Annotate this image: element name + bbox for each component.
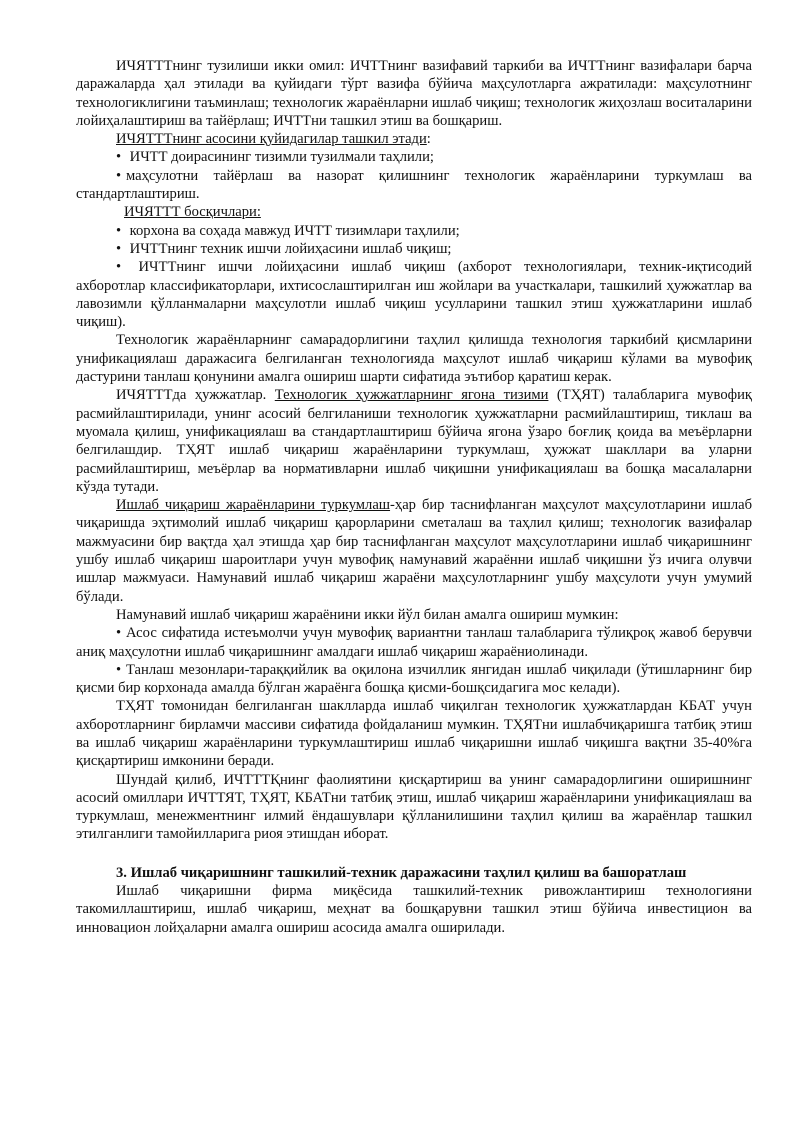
documents-body: (ТҲЯТ) талабларига мувофиқ расмийлаштирилади, унинг асосий белгиланиши технологик ҳужжатларни расмийлаштириш, тиклаш ва муомала қилиш, унификациялаш ва стандартлаштириш бўйича ягона ўзаро боғлиқ қоида ва меъёрларни белгилашдир. ТҲЯТ ишлаб чиқариш жараёнларини туркумлаш, ҳужжат шакллари ва уларни расмийлаштириш, меъёрлар ва нормативларни ишлаб чиқишни унификациялаш ва бошқа масалаларни кўзда тутади. <box>76 387 752 495</box>
paragraph-forms: ТҲЯТ томонидан белгиланган шаклларда ишлаб чиқилган технологик ҳужжатлардан КБАТ учун ахборотларнинг бирламчи массиви сифатида фойдаланиш мумкин. ТҲЯТни ишлабчиқаришга татбиқ этиш ва ишлаб чиқариш жараёнларини туркумлаштириш ишлаб чиқаришни ишлаб чиқишга вақтни 35-40%га қисқартириш имконини беради. <box>76 698 752 770</box>
list-item-text: маҳсулотни тайёрлаш ва назорат қилишнинг технологик жараёнларини туркумлаш ва стандартлаштириш. <box>76 167 752 203</box>
paragraph-documents <box>76 386 752 496</box>
list-item <box>76 222 752 240</box>
list-item <box>76 148 752 166</box>
paragraph-structure: ИЧЯТТТнинг тузилиши икки омил: ИЧТТнинг вазифавий таркиби ва ИЧТТнинг вазифалари барча даражаларда ҳал этилади ва қуйидаги тўрт вазифа бўйича маҳсулотларга ажратилади: маҳсулотнинг технологиклигини таъминлаш; технологик жараёнларни ишлаб чиқиш; технологик жиҳозлаш воситаларини лойиҳалаштириш ва тайёрлаш; ИЧТТни ташкил этиш ва бошқариш. <box>76 58 752 129</box>
list-item <box>76 258 752 331</box>
basis-colon: : <box>426 131 431 148</box>
paragraph-two-ways: Намунавий ишлаб чиқариш жараёнини икки йўл билан амалга ошириш мумкин: <box>116 606 619 623</box>
bullet-icon: • <box>116 222 122 239</box>
paragraph-efficiency: Технологик жараёнларнинг самарадорлигини таҳлил қилишда технология таркибий қисмларини унификациялаш даражасига белгиланган технологияда маҳсулот ишлаб чиқариш кўлами ва мувофиқ дастурини танлаш қонунини амалга ошириш шарти сифатида эътибор қаратиш керак. <box>76 332 752 386</box>
section-heading: 3. Ишлаб чиқаришнинг ташкилий-техник даражасини таҳлил қилиш ва башоратлаш <box>116 864 687 881</box>
list-item <box>76 240 752 258</box>
underlined-typification: Ишлаб чиқариш жараёнларини туркумлаш <box>116 497 391 514</box>
list-item <box>76 661 752 698</box>
bullet-icon: • <box>116 240 122 257</box>
bullet-icon: • <box>116 661 122 678</box>
paragraph-basis-intro <box>76 130 752 148</box>
bullet-icon: • <box>116 259 122 276</box>
list-item-text: ИЧТТнинг ишчи лойиҳасини ишлаб чиқиш (ахборот технологиялари, техник-иқтисодий ахборотлар классификаторлари, ихтисослаштирилган иш жойлари ва участкалари, ташкилий ҳужжатлар ва лавозимли қўлланмаларни маҳсулотли ишлаб чиқиш усулларини ташкил этиш ҳужжатларини ишлаб чиқиш). <box>76 259 752 331</box>
paragraph-typification <box>76 496 752 606</box>
bullet-icon: • <box>116 167 122 184</box>
list-item-text: ИЧТТнинг техник ишчи лойиҳасини ишлаб чиқиш; <box>129 240 452 257</box>
list-item-text: корхона ва соҳада мавжуд ИЧТТ тизимлари таҳлили; <box>129 222 460 239</box>
paragraph-conclusion: Шундай қилиб, ИЧТТТҚнинг фаолиятини қисқартириш ва унинг самарадорлигини оширишнинг асосий омиллари ИЧТТЯТ, ТҲЯТ, КБАТни татбиқ этиш, ишлаб чиқариш жараёнларини унификациялаш ва туркумлаш, менежментнинг илмий ёндашувлари қўлланилишини таҳлил қилиш ва жараёнлар ташкил этилганлиги тамойилларига риоя этишдан иборат. <box>76 771 752 843</box>
underlined-basis-phrase: ИЧЯТТТнинг асосини қуйидагилар ташкил этади <box>116 131 427 148</box>
list-item-text: Асос сифатида истеъмолчи учун мувофиқ вариантни танлаш талабларига тўлиқроқ жавоб берувчи аниқ маҳсулотни ишлаб чиқаришнинг амалдаги ишлаб чиқариш жараёниолинади. <box>76 625 752 660</box>
stages-heading: ИЧЯТТТ босқичлари: <box>124 204 261 221</box>
stages-heading-line <box>76 203 752 221</box>
list-item <box>76 624 752 661</box>
list-item <box>76 167 752 204</box>
underlined-tdus: Технологик ҳужжатларнинг ягона тизими <box>274 387 549 404</box>
paragraph-section-intro: Ишлаб чиқаришни фирма миқёсида ташкилий-техник ривожлантириш технологияни такомиллаштириш, ишлаб чиқариш, меҳнат ва бошқарувни ташкил этиш бўйича инвестицион ва инновацион лойҳаларни амалга ошириш асосида амалга оширилади. <box>76 883 752 936</box>
bullet-icon: • <box>116 149 122 166</box>
list-item-text: Танлаш мезонлари-тараққийлик ва оқилона изчиллик янгидан ишлаб чиқилади (ўтишларнинг бир қисми бир корхонада амалда бўлган жараёнга бошқа қисми-бошқсидагига мос келади). <box>76 661 752 697</box>
bullet-icon: • <box>116 625 122 642</box>
typification-body: -ҳар бир таснифланган маҳсулот маҳсулотларини ишлаб чиқаришда эҳтимолий ишлаб чиқариш қарорларини сметалаш ва таҳлил қилиш; технологик вазифалар мажмуасини бир вақтда ҳал этишда ҳар бир таснифланган маҳсулот маҳсулотларини ишлаб чиқаришнинг ушбу ишлаб чиқариш шароитлари учун мувофиқ намунавий жараённи ишлаб чиқишни ўз ичига олувчи ишлар мажмуаси. Намунавий ишлаб чиқариш жараёни маҳсулотларнинг ушбу маҳсулоти учун умумий бўлади. <box>76 497 753 605</box>
list-item-text: ИЧТТ доирасининг тизимли тузилмали таҳлили; <box>129 149 434 166</box>
documents-lead: ИЧЯТТТда ҳужжатлар. <box>116 387 275 404</box>
